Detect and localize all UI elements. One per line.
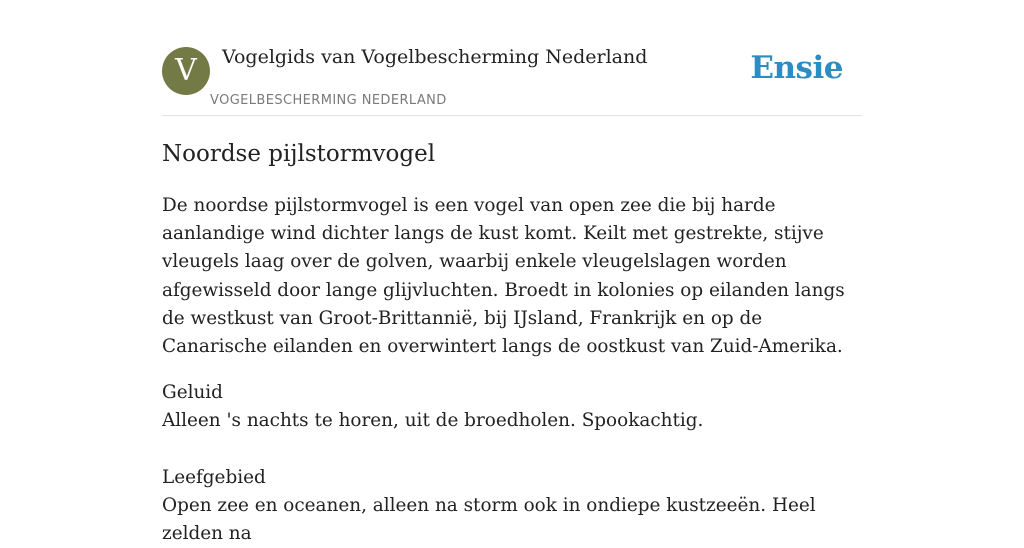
source-header	[162, 0, 862, 116]
section-spacer	[162, 436, 872, 464]
content-container	[162, 0, 862, 545]
entry-description: De noordse pijlstormvogel is een vogel van open zee die bij harde aanlandige wind dichter langs de kust komt. Keilt met gestrekte, stijve vleugels laag over de golven, waarbij enkele vleugelslagen worden afgewisseld door lange glijvluchten. Broedt in kolonies op eilanden langs de westkust van Groot-Brittannië, bij IJsland, Frankrijk en op de Canarische eilanden en overwintert langs de oostkust van Zuid-Amerika.	[162, 195, 845, 358]
sound-section	[162, 379, 872, 548]
ensie-logo-link[interactable]: Ensie	[750, 50, 843, 86]
entry-body	[162, 192, 872, 548]
source-title-link[interactable]: Vogelgids van Vogelbescherming Nederland	[222, 46, 648, 68]
source-avatar[interactable]: V	[162, 47, 210, 95]
publisher-label: VOGELBESCHERMING NEDERLAND	[210, 93, 447, 108]
habitat-text: Open zee en oceanen, alleen na storm ook in ondiepe kustzeeën. Heel zelden na	[162, 494, 816, 545]
habitat-label: Leefgebied	[162, 466, 266, 488]
sound-label: Geluid	[162, 382, 223, 404]
sound-text: Alleen 's nachts te horen, uit de broedholen. Spookachtig.	[162, 410, 704, 432]
entry-title: Noordse pijlstormvogel	[162, 141, 436, 167]
